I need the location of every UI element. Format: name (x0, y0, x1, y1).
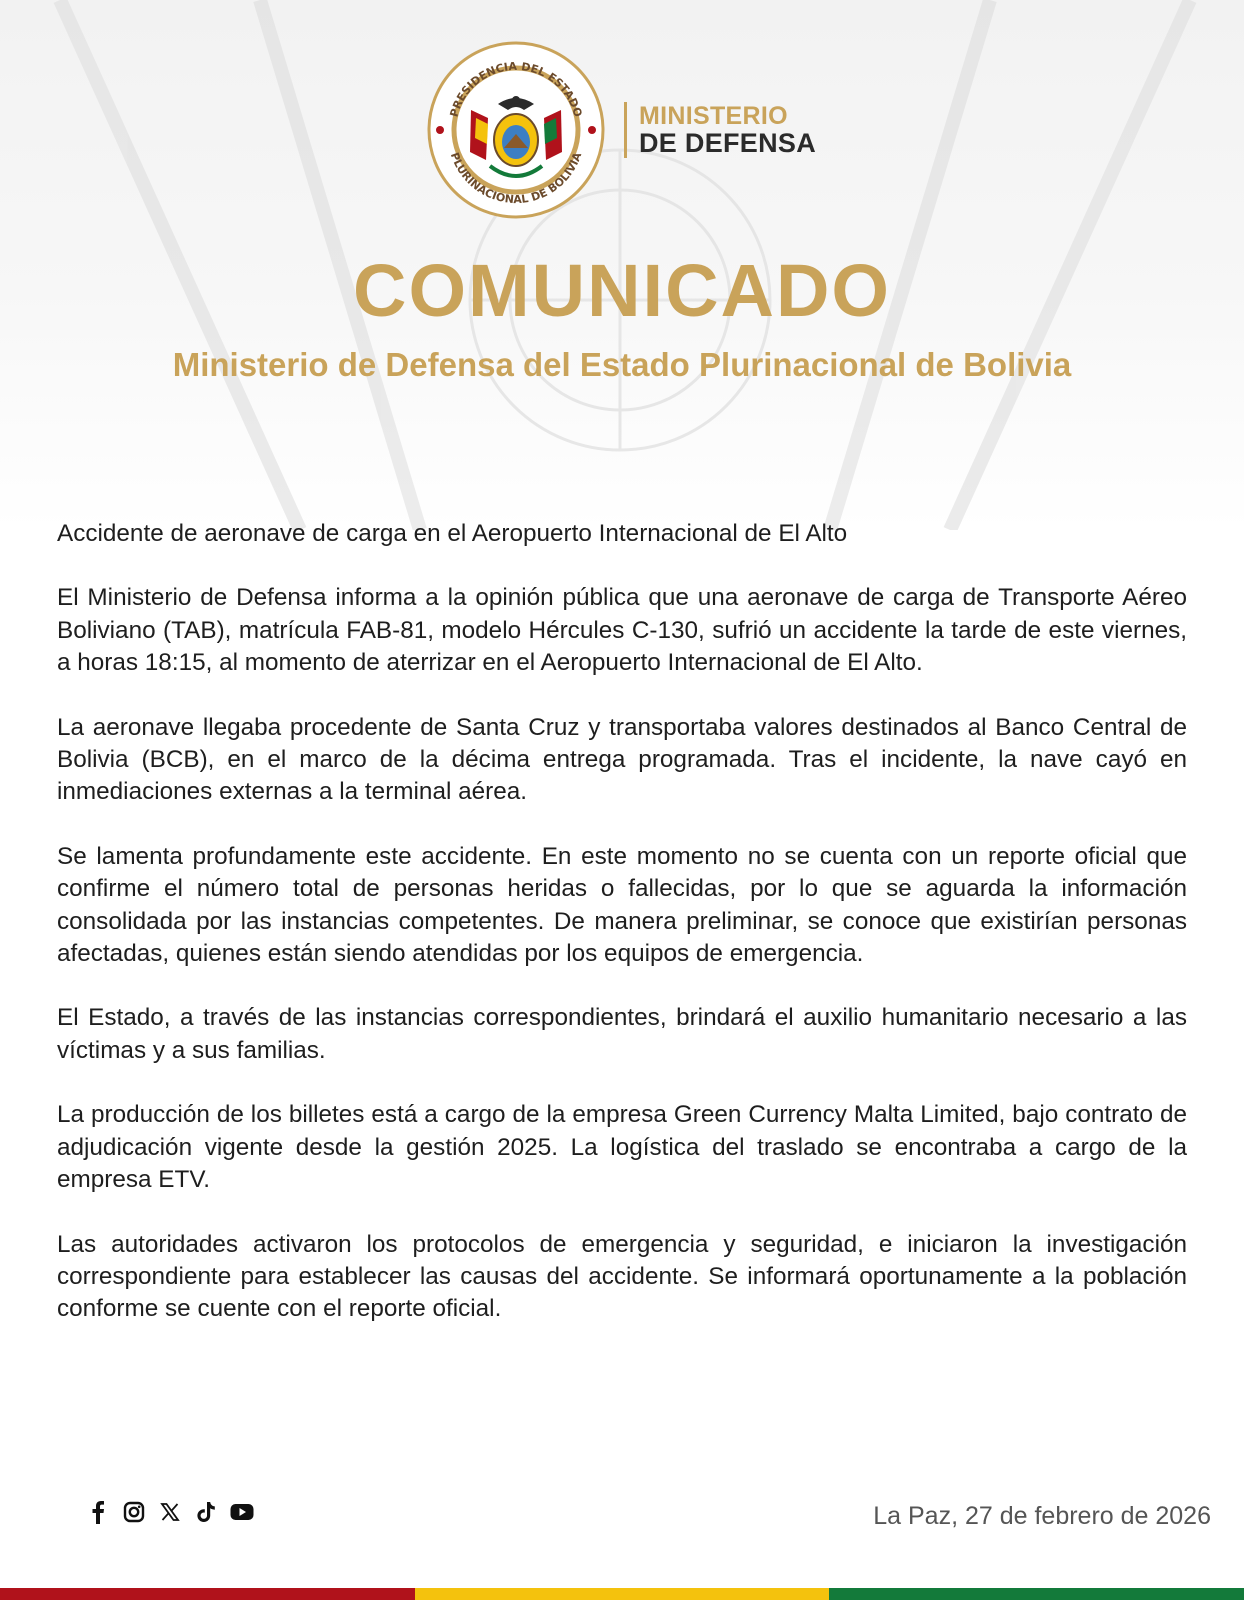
paragraph: El Estado, a través de las instancias correspondientes, brindará el auxilio humanitario necesario a las víctimas y a sus familias. (57, 1004, 1187, 1064)
paragraph: La aeronave llegaba procedente de Santa Cruz y transportaba valores destinados al Banco Central de Bolivia (BCB), en el marco de la décima entrega programada. Tras el incidente, la nave cayó en inmediaciones externas a la terminal aérea. (57, 713, 1187, 806)
ministry-line2: DE DEFENSA (639, 127, 817, 158)
ministry-line1: MINISTERIO (639, 101, 788, 130)
paragraph: Las autoridades activaron los protocolos de emergencia y seguridad, e iniciaron la investigación correspondiente para establecer las causas del accidente. Se informará oportunamente a la población conforme se cuente con el reporte oficial. (57, 1230, 1187, 1323)
footer (0, 1500, 1244, 1540)
paragraph: Se lamenta profundamente este accidente. En este momento no se cuenta con un reporte oficial que confirme el número total de personas heridas o fallecidas, por lo que se aguarda la información consolidada por las instancias competentes. De manera preliminar, se conoce que existirían personas afectadas, quienes están siendo atendidas por los equipos de emergencia. (57, 842, 1187, 968)
ministry-logo (426, 40, 816, 220)
x-icon[interactable] (158, 1500, 182, 1524)
seal-text-top: PRESIDENCIA DEL ESTADO (447, 59, 585, 119)
ministry-wordmark (639, 103, 816, 158)
page-subtitle: Ministerio de Defensa del Estado Plurinacional de Bolivia (172, 346, 1072, 383)
bolivia-seal-icon (426, 40, 606, 220)
page-title: COMUNICADO (353, 249, 891, 332)
social-links (86, 1500, 254, 1524)
statement-date: La Paz, 27 de febrero de 2026 (873, 1502, 1211, 1530)
youtube-icon[interactable] (230, 1500, 254, 1524)
logo-divider (624, 102, 627, 158)
seal-text-bottom: PLURINACIONAL DE BOLIVIA (447, 150, 585, 207)
bolivia-flag-bar (0, 1588, 1244, 1600)
flag-stripe-green (829, 1588, 1244, 1600)
instagram-icon[interactable] (122, 1500, 146, 1524)
statement-body (57, 518, 1187, 1358)
statement-heading: Accidente de aeronave de carga en el Aeropuerto Internacional de El Alto (57, 520, 848, 547)
paragraph: El Ministerio de Defensa informa a la opinión pública que una aeronave de carga de Transporte Aéreo Boliviano (TAB), matrícula FAB-81, modelo Hércules C-130, sufrió un accidente la tarde de este viernes, a horas 18:15, al momento de aterrizar en el Aeropuerto Internacional de El Alto. (57, 584, 1187, 677)
flag-stripe-red (0, 1588, 415, 1600)
facebook-icon[interactable] (86, 1500, 110, 1524)
flag-stripe-yellow (415, 1588, 830, 1600)
tiktok-icon[interactable] (194, 1500, 218, 1524)
paragraph: La producción de los billetes está a cargo de la empresa Green Currency Malta Limited, bajo contrato de adjudicación vigente desde la gestión 2025. La logística del traslado se encontraba a cargo de la empresa ETV. (57, 1101, 1187, 1194)
